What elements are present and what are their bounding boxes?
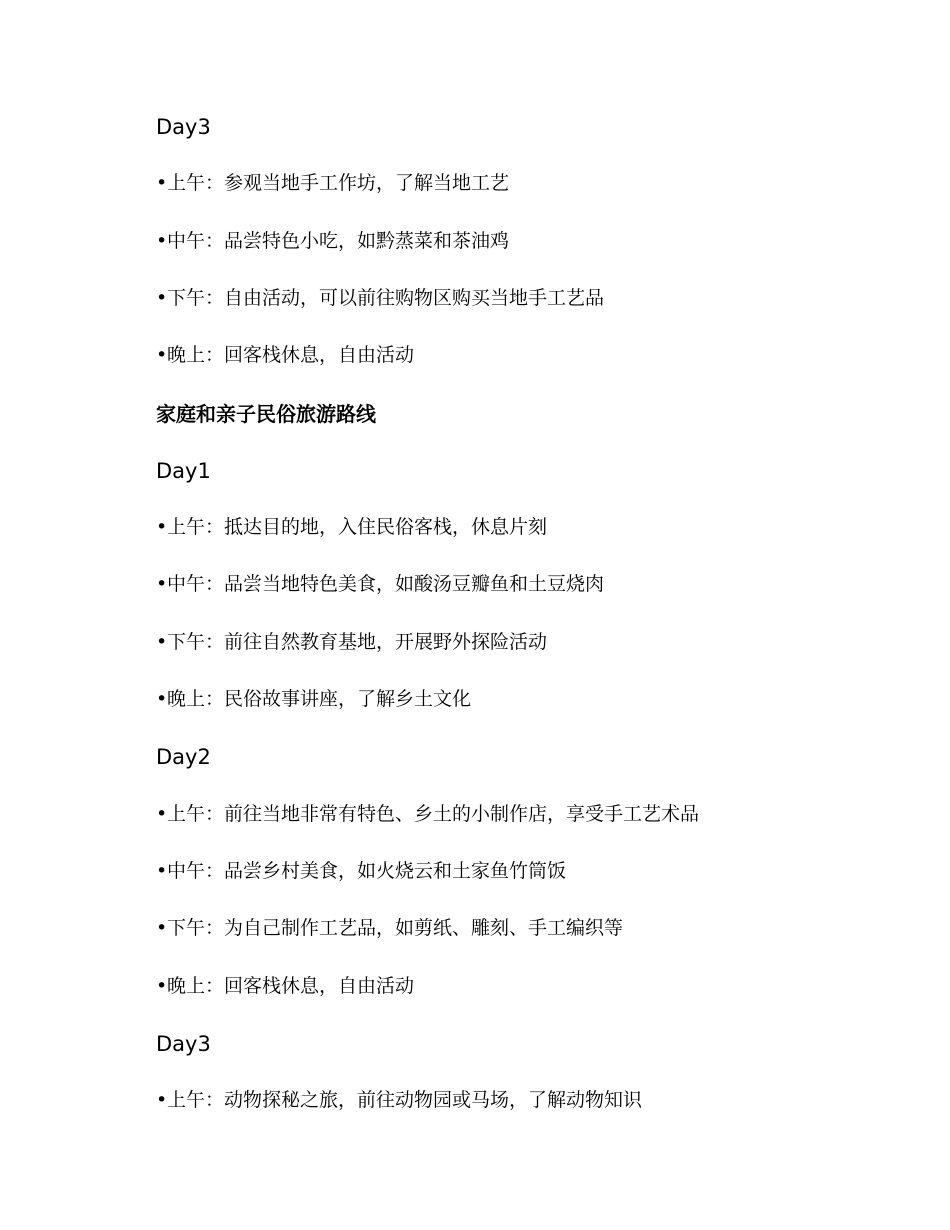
- itinerary-item: [156, 346, 414, 365]
- bullet-icon: •: [156, 860, 168, 882]
- bullet-icon: •: [156, 803, 168, 825]
- itinerary-item-text: 中午：品尝特色小吃，如黔蒸菜和茶油鸡: [167, 230, 510, 252]
- itinerary-item: [156, 977, 414, 996]
- itinerary-item: [156, 690, 471, 709]
- itinerary-item-text: 下午：自由活动，可以前往购物区购买当地手工艺品: [167, 287, 605, 309]
- itinerary-item-text: 上午：参观当地手工作坊，了解当地工艺: [167, 172, 510, 194]
- itinerary-item-text: 下午：前往自然教育基地，开展野外探险活动: [167, 631, 548, 653]
- itinerary-item-text: 上午：前往当地非常有特色、乡土的小制作店，享受手工艺术品: [167, 803, 700, 825]
- bullet-icon: •: [156, 516, 168, 538]
- bullet-icon: •: [156, 975, 168, 997]
- bullet-icon: •: [156, 917, 168, 939]
- itinerary-item: [156, 919, 623, 938]
- itinerary-item-text: 中午：品尝乡村美食，如火烧云和土家鱼竹筒饭: [167, 860, 567, 882]
- itinerary-item: [156, 289, 604, 308]
- itinerary-item: [156, 575, 604, 594]
- itinerary-item: [156, 633, 547, 652]
- itinerary-item-text: 晚上：回客栈休息，自由活动: [167, 344, 415, 366]
- day-heading: Day3: [156, 1032, 211, 1056]
- itinerary-item: [156, 862, 566, 881]
- bullet-icon: •: [156, 688, 168, 710]
- bullet-icon: •: [156, 573, 168, 595]
- bullet-icon: •: [156, 172, 168, 194]
- bullet-icon: •: [156, 631, 168, 653]
- section-title: 家庭和亲子民俗旅游路线: [156, 402, 376, 426]
- itinerary-item: [156, 1091, 642, 1110]
- itinerary-item-text: 上午：动物探秘之旅，前往动物园或马场，了解动物知识: [167, 1089, 643, 1111]
- itinerary-item: [156, 232, 509, 251]
- itinerary-item-text: 中午：品尝当地特色美食，如酸汤豆瓣鱼和土豆烧肉: [167, 573, 605, 595]
- itinerary-item: [156, 518, 547, 537]
- bullet-icon: •: [156, 1089, 168, 1111]
- itinerary-item-text: 下午：为自己制作工艺品，如剪纸、雕刻、手工编织等: [167, 917, 624, 939]
- itinerary-item: [156, 805, 699, 824]
- day-heading: Day2: [156, 745, 211, 769]
- bullet-icon: •: [156, 287, 168, 309]
- bullet-icon: •: [156, 230, 168, 252]
- itinerary-item: [156, 174, 509, 193]
- day-heading: Day3: [156, 115, 211, 139]
- itinerary-item-text: 晚上：民俗故事讲座，了解乡土文化: [167, 688, 472, 710]
- itinerary-item-text: 上午：抵达目的地，入住民俗客栈，休息片刻: [167, 516, 548, 538]
- bullet-icon: •: [156, 344, 168, 366]
- itinerary-item-text: 晚上：回客栈休息，自由活动: [167, 975, 415, 997]
- day-heading: Day1: [156, 459, 211, 483]
